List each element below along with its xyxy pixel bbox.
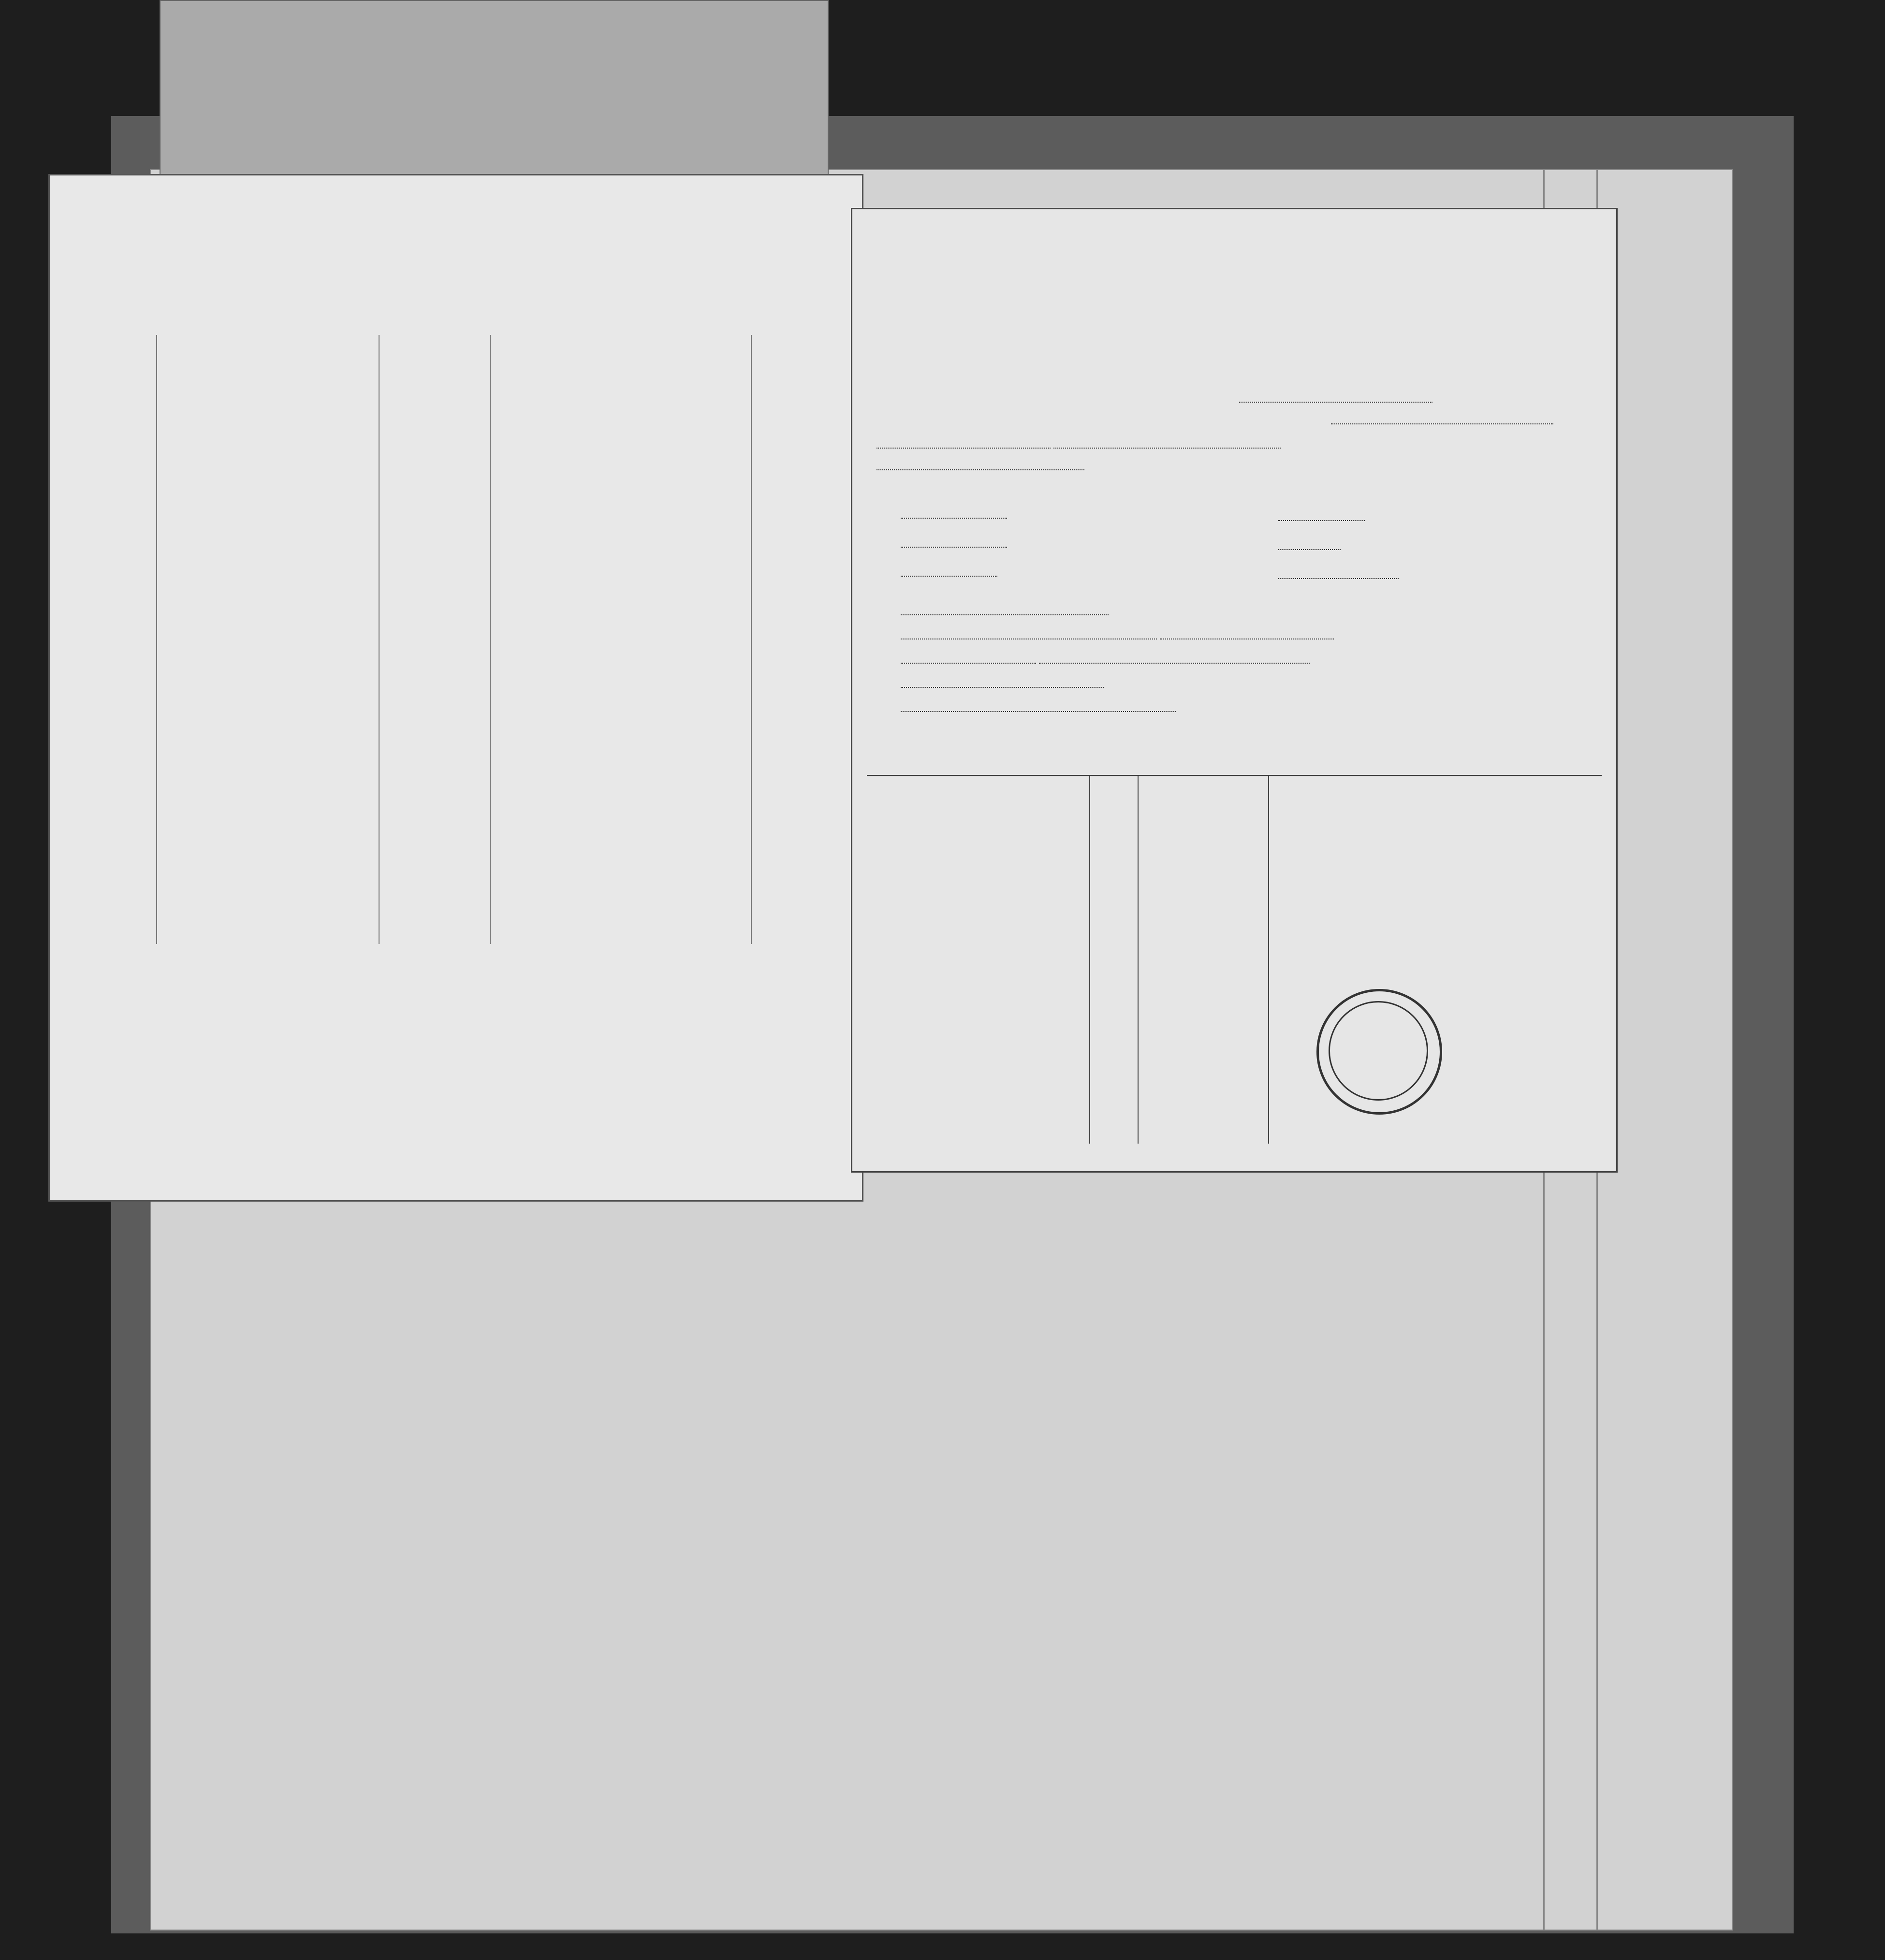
total-date-value <box>1278 578 1399 579</box>
line-value <box>877 448 1051 449</box>
total-date-line <box>1278 569 1399 582</box>
entire-crew-note <box>412 465 422 467</box>
expected-line <box>901 654 1310 667</box>
destination-value <box>1039 663 1310 664</box>
via-line <box>901 678 1104 691</box>
first-port-value <box>901 711 1176 712</box>
consignee-line <box>901 630 1334 643</box>
signed-on-line <box>901 567 997 580</box>
discharged-value <box>901 547 1007 548</box>
this-voyage-line <box>901 702 1176 715</box>
hospital-line <box>1278 540 1341 553</box>
total-arrival-value <box>901 518 1007 519</box>
crew-changes-grid <box>156 335 852 944</box>
deserted-line <box>1278 511 1365 524</box>
port-line <box>1239 393 1432 406</box>
date-line <box>1331 415 1553 428</box>
left-form <box>48 174 863 1202</box>
deserted-value <box>1278 520 1365 521</box>
master-line <box>877 439 1281 452</box>
port-value <box>1239 402 1432 403</box>
via-value <box>901 687 1104 688</box>
ellis-island-stamp <box>1316 989 1442 1115</box>
arrived-line <box>901 606 1109 619</box>
date-value <box>1331 423 1553 424</box>
discharged-line <box>901 538 1007 551</box>
master-statement-form <box>851 208 1618 1173</box>
expected-value <box>901 663 1036 664</box>
hospital-value <box>1278 549 1341 550</box>
ship-value <box>1053 448 1281 449</box>
manifest-column-headers <box>1537 1194 1605 1871</box>
deserting-table <box>867 775 1602 1144</box>
signed-on-value <box>901 576 997 577</box>
crew-table <box>160 1194 1634 1697</box>
arrived-value <box>901 614 1109 615</box>
total-arrival-line <box>901 509 1007 522</box>
from-port-line <box>877 461 1084 474</box>
from-port-value <box>877 469 1084 470</box>
